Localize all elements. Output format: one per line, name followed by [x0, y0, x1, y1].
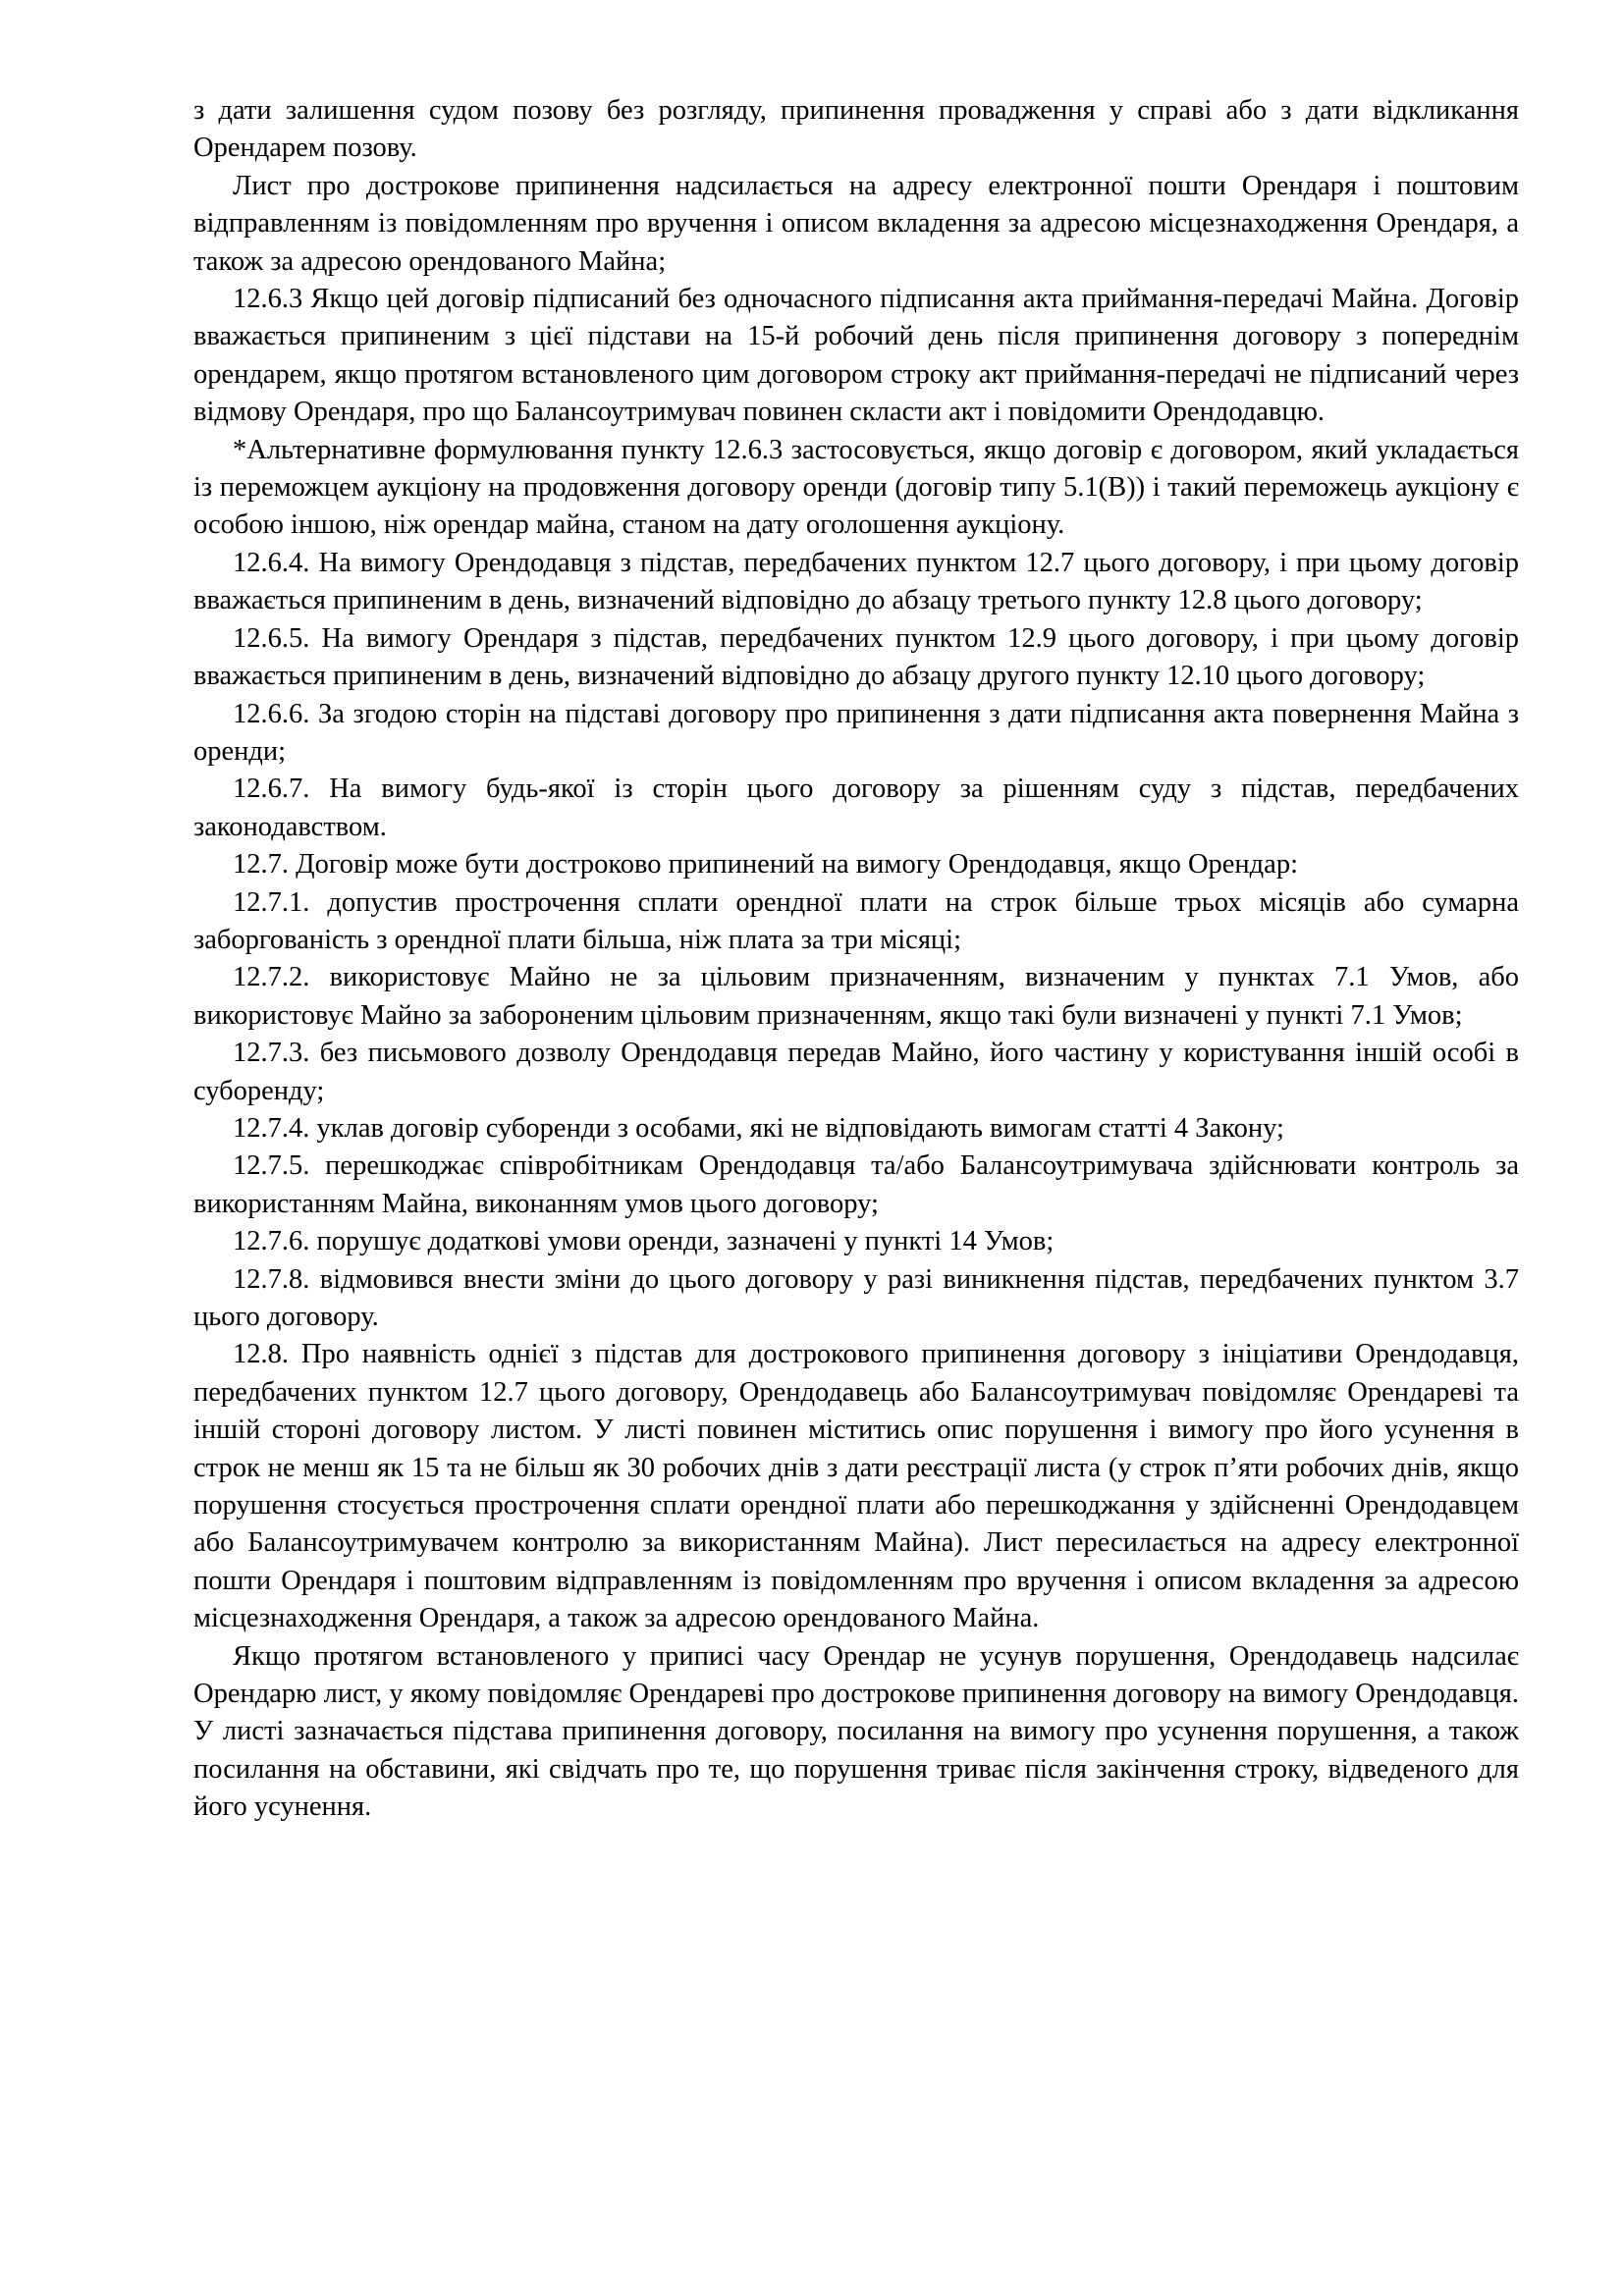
paragraph-12-7: 12.7. Договір може бути достроково припинений на вимогу Орендодавця, якщо Орендар: — [233, 849, 1298, 881]
paragraph-12-8-second: Якщо протягом встановленого у приписі часу Орендар не усунув порушення, Орендодавець надсилає Орендарю лист, у якому повідомляє Орендареві про дострокове припинення договору на вимогу Орендодавця. У листі зазначається підстава припинення договору, посилання на вимогу про усунення порушення, а також посилання на обставини, які свідчать про те, що порушення триває після закінчення строку, відведеного для його усунення. — [193, 1640, 1519, 1823]
paragraph-12-7-4: 12.7.4. уклав договір суборенди з особами, які не відповідають вимогам статті 4 Закону; — [233, 1112, 1284, 1144]
paragraph-12-7-1: 12.7.1. допустив прострочення сплати орендної плати на строк більше трьох місяців або сумарна заборгованість з орендної плати більша, ніж плата за три місяці; — [193, 886, 1519, 955]
paragraph-12-6-6: 12.6.6. За згодою сторін на підставі договору про припинення з дати підписання акта повернення Майна з оренди; — [193, 698, 1519, 767]
paragraph-continuation: з дати залишення судом позову без розгляду, припинення провадження у справі або з дати відкликання Орендарем позову. — [193, 95, 1519, 164]
paragraph-12-6-3: 12.6.3 Якщо цей договір підписаний без одночасного підписання акта приймання-передачі Майна. Договір вважається припиненим з цієї підстави на 15-й робочий день після припинення договору з попереднім орендарем, якщо протягом встановленого цим договором строку акт приймання-передачі не підписаний через відмову Орендаря, про що Балансоутримувач повинен скласти акт і повідомити Орендодавцю. — [193, 284, 1519, 428]
paragraph-12-8: 12.8. Про наявність однієї з підстав для дострокового припинення договору з ініціативи Орендодавця, передбачених пунктом 12.7 цього договору, Орендодавець або Балансоутримувач повідомляє Орендареві та іншій стороні договору листом. У листі повинен міститись опис порушення і вимогу про його усунення в строк не менш як 15 та не більш як 30 робочих днів з дати реєстрації листа (у строк п’яти робочих днів, якщо порушення стосується прострочення сплати орендної плати або перешкоджання у здійсненні Орендодавцем або Балансоутримувачем контролю за використанням Майна). Лист пересилається на адресу електронної пошти Орендаря і поштовим відправленням із повідомленням про вручення і описом вкладення за адресою місцезнаходження Орендаря, а також за адресою орендованого Майна. — [193, 1339, 1519, 1634]
paragraph-12-7-3: 12.7.3. без письмового дозволу Орендодавця передав Майно, його частину у користування іншій особі в суборенду; — [193, 1038, 1519, 1106]
paragraph-12-6-4: 12.6.4. На вимогу Орендодавця з підстав, передбачених пунктом 12.7 цього договору, і при цьому договір вважається припиненим в день, визначений відповідно до абзацу третього пункту 12.8 цього договору; — [193, 547, 1519, 616]
paragraph-12-7-6: 12.7.6. порушує додаткові умови оренди, зазначені у пункті 14 Умов; — [233, 1226, 1055, 1257]
paragraph-12-7-2: 12.7.2. використовує Майно не за цільовим призначенням, визначеним у пунктах 7.1 Умов, або використовує Майно за забороненим цільовим призначенням, якщо такі були визначені у пункті 7.1 Умов; — [193, 962, 1519, 1031]
paragraph-notice-delivery: Лист про дострокове припинення надсилається на адресу електронної пошти Орендаря і поштовим відправленням із повідомленням про вручення і описом вкладення за адресою місцезнаходження Орендаря, а також за адресою орендованого Майна; — [193, 170, 1519, 277]
paragraph-12-6-7: 12.6.7. На вимогу будь-якої із сторін цього договору за рішенням суду з підстав, передбачених законодавством. — [193, 774, 1519, 842]
paragraph-12-6-5: 12.6.5. На вимогу Орендаря з підстав, передбачених пунктом 12.9 цього договору, і при цьому договір вважається припиненим в день, визначений відповідно до абзацу другого пункту 12.10 цього договору; — [193, 622, 1519, 692]
paragraph-12-7-5: 12.7.5. перешкоджає співробітникам Орендодавця та/або Балансоутримувача здійснювати контроль за використанням Майна, виконанням умов цього договору; — [193, 1150, 1519, 1219]
paragraph-12-7-8: 12.7.8. відмовився внести зміни до цього договору у разі виникнення підстав, передбачених пунктом 3.7 цього договору. — [193, 1263, 1519, 1332]
paragraph-alternative-note: *Альтернативне формулювання пункту 12.6.3 застосовується, якщо договір є договором, який укладається із переможцем аукціону на продовження договору оренди (договір типу 5.1(В)) і такий переможець аукціону є особою іншою, ніж орендар майна, станом на дату оголошення аукціону. — [193, 434, 1519, 541]
document-page — [193, 92, 1519, 1827]
